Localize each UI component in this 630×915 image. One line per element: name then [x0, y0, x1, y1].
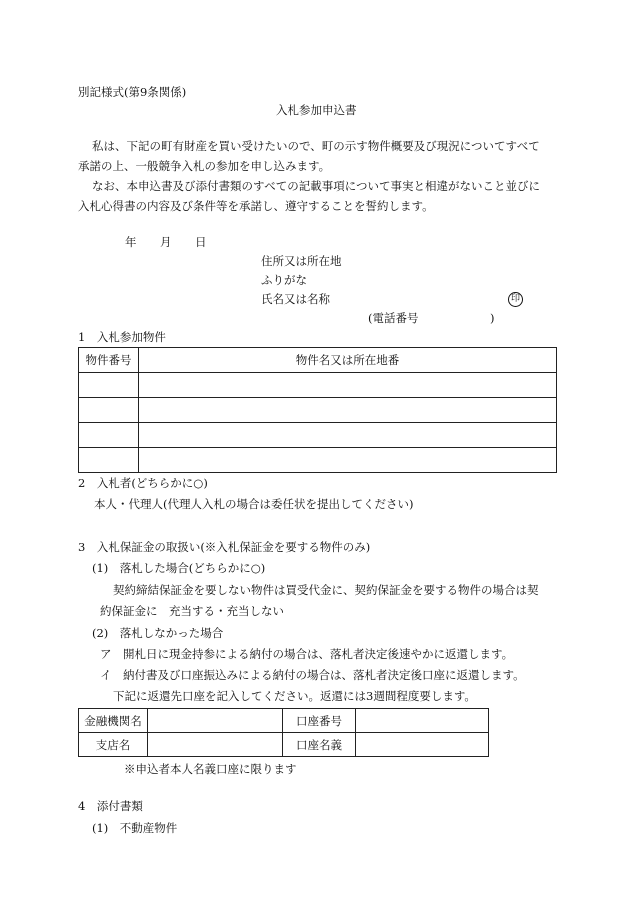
- table-row: [79, 448, 557, 473]
- section3-heading: 3 入札保証金の取扱い(※入札保証金を要する物件のみ): [78, 540, 371, 554]
- section3-item1-line2: 約保証金に 充当する・充当しない: [100, 604, 284, 618]
- section2-heading: 2 入札者(どちらかに○): [78, 476, 208, 490]
- property-number-cell[interactable]: [79, 398, 139, 423]
- section1-heading: 1 入札参加物件: [78, 330, 166, 344]
- account-holder-field[interactable]: [356, 733, 489, 757]
- branch-name-label: 支店名: [79, 733, 148, 757]
- bank-name-field[interactable]: [148, 709, 283, 733]
- section3-item2-a: ア 開札日に現金持参による納付の場合は、落札者決定後速やかに返還します。: [100, 647, 514, 661]
- section2-line: 本人・代理人(代理人入札の場合は委任状を提出してください): [94, 497, 414, 511]
- section3-item2-i: イ 納付書及び口座振込みによる納付の場合は、落札者決定後口座に返還します。: [100, 668, 525, 682]
- table-row: [79, 398, 557, 423]
- property-location-cell[interactable]: [139, 423, 557, 448]
- property-location-cell[interactable]: [139, 398, 557, 423]
- bank-name-label: 金融機関名: [79, 709, 148, 733]
- section3-item1-line1: 契約締結保証金を要しない物件は買受代金に、契約保証金を要する物件の場合は契: [113, 583, 539, 597]
- refund-note: 下記に返還先口座を記入してください。返還には3週間程度要します。: [113, 689, 476, 703]
- property-number-cell[interactable]: [79, 448, 139, 473]
- address-label: 住所又は所在地: [261, 254, 342, 268]
- property-location-cell[interactable]: [139, 373, 557, 398]
- account-holder-label: 口座名義: [283, 733, 356, 757]
- page-title: 入札参加申込書: [276, 103, 357, 117]
- section4-heading: 4 添付書類: [78, 799, 143, 813]
- table-row: [79, 423, 557, 448]
- property-location-cell[interactable]: [139, 448, 557, 473]
- section3-item2: (2) 落札しなかった場合: [92, 626, 224, 640]
- section3-item1: (1) 落札した場合(どちらかに○): [92, 561, 266, 575]
- seal-mark: 印: [508, 292, 523, 307]
- date-day: 日: [195, 235, 207, 249]
- intro-p2-line1: なお、本申込書及び添付書類のすべての記載事項について事実と相違がないこと並びに: [92, 179, 541, 193]
- section4-item1: (1) 不動産物件: [92, 821, 178, 835]
- branch-name-field[interactable]: [148, 733, 283, 757]
- intro-p1-line1: 私は、下記の町有財産を買い受けたいので、町の示す物件概要及び現況についてすべて: [92, 139, 540, 153]
- form-label: 別記様式(第9条関係): [78, 85, 187, 99]
- account-note: ※申込者本人名義口座に限ります: [124, 762, 297, 776]
- date-year: 年: [125, 235, 137, 249]
- table-row: [79, 373, 557, 398]
- name-label: 氏名又は名称: [261, 292, 330, 306]
- col-property-number: 物件番号: [79, 348, 139, 373]
- property-table-header: [79, 348, 557, 373]
- col-property-location: 物件名又は所在地番: [139, 348, 557, 373]
- intro-p2-line2: 入札心得書の内容及び条件等を承諾し、遵守することを誓約します。: [78, 199, 434, 213]
- phone-close: ): [490, 311, 495, 325]
- property-number-cell[interactable]: [79, 423, 139, 448]
- account-number-field[interactable]: [356, 709, 489, 733]
- property-table: [78, 347, 557, 473]
- account-number-label: 口座番号: [283, 709, 356, 733]
- property-number-cell[interactable]: [79, 373, 139, 398]
- bank-account-table: [78, 708, 489, 757]
- furigana-label: ふりがな: [261, 273, 307, 287]
- date-month: 月: [160, 235, 172, 249]
- phone-label: (電話番号: [368, 311, 419, 325]
- intro-p1-line2: 承諾の上、一般競争入札の参加を申し込みます。: [78, 159, 331, 173]
